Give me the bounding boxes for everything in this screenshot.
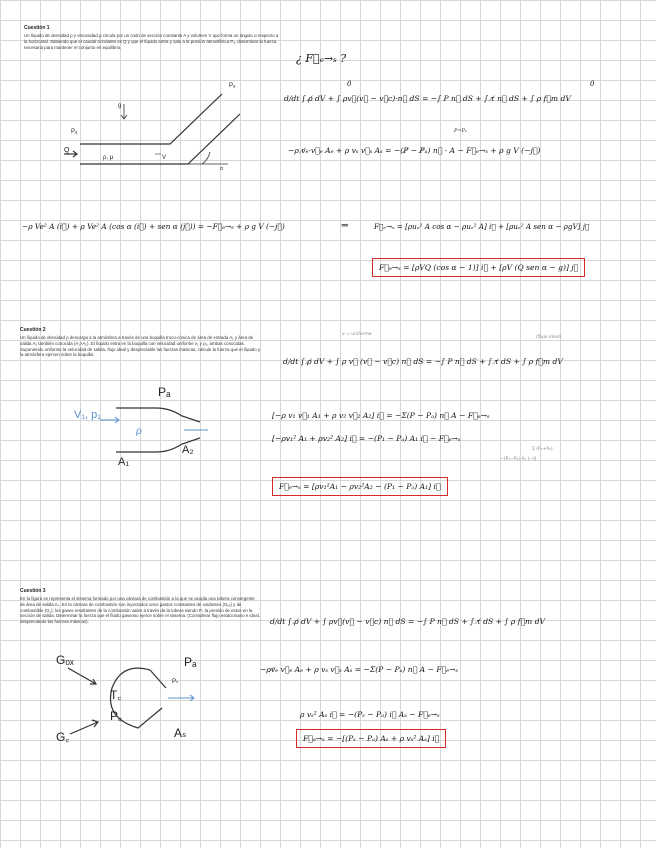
q1-elbow-figure [60, 82, 280, 182]
q1-equation-2: −ρ v̸ₑ·v⃗ₑ Aₑ + ρ vₛ v⃗ₛ Aₛ = −(P̸ − P̸ₐ) n⃗ · A − F⃗ₑ→ₛ + ρ g V (−j⃗) [288, 146, 541, 155]
q1-equation-3b: F⃗ₑ→ₛ = [ρuₑ² A cos α − ρuₑ² A] i⃗ + [ρuₑ² A sen α − ρgV] j⃗ [374, 222, 590, 231]
q3-label-gc: G꜀ [56, 730, 70, 744]
q1-label-pa-top: Pₐ [229, 83, 236, 89]
q2-label-rho: ρ [136, 426, 142, 437]
q2-note-side: −(P₁−Pₐ) A₁ (−i⃗) [500, 457, 537, 462]
q2-label-a2: A₂ [182, 444, 194, 456]
q3-title: Cuestión 3 [20, 588, 46, 594]
q2-statement: Un líquido de densidad ρ descarga a la atmósfera a través de una boquilla troco-cónica de área de entrada A₁ y área de salida A₂ también conocida (A₁>A₂). El líquido entra en la boquilla con velocidad uniforme v₁ y p₁, ambas conocidas. Suponiendo uniforme la velocidad de salida, flujo ideal y despreciable las fuerzas másicas, calcule la fuerza que el líquido y la atmósfera ejercen sobre la boquilla. [20, 335, 261, 358]
q3-label-as: Aₛ [174, 726, 187, 740]
q3-equation-1: d/dt ∫ ρ̸ dV + ∫ ρv⃗(v⃗ − v⃗c) n⃗ dS = −∫ P n⃗ dS + ∫ τ̸ dS + ∫ ρ f⃗m dV [270, 617, 545, 626]
q2-result-box: F⃗ₑ→ₛ = [ρv₁²A₁ − ρv₂²A₂ − (P₁ − Pₐ) A₁] i⃗ [272, 477, 448, 496]
q1-label-g: g [118, 103, 122, 109]
q3-statement: En la figura se representa el sistema formado por una cámara de combustión a la que se acopla una tobera convergente de área de salida Aₛ. En la cámara de combustión son inyectados unos gastos constantes de oxidantes (Gₒₓ) y de combustible (G꜀); los gases resultantes de la combustión salen a través de la tobera siendo Pₛ la presión de estos en la sección de salida. Determinar la fuerza que el fluido gaseoso ejerce sobre el sistema. (Considerar flujo estacionario e ideal, despreciando las fuerzas másicas). [20, 596, 260, 625]
q2-equation-2: [−ρ v₁ v⃗₁ A₁ + ρ v₂ v⃗₂ A₂] i⃗ = −Σ(P − Pₐ) n⃗ A − F⃗ₑ→ₛ [272, 411, 490, 420]
q2-note-sum: Σ (P₁+P₂) [532, 447, 553, 452]
q1-result-box: F⃗ₑ→ₛ = [ρVQ (cos α − 1)] i⃗ + [ρV (Q sen α − g)] j⃗ [372, 258, 585, 277]
q1-zero-b: 0 [590, 80, 595, 88]
q3-label-pc: P꜀ [110, 709, 123, 723]
q1-zero-a: 0 [347, 80, 352, 88]
q3-result-box: F⃗ₑ→ₛ = −[(Pₛ − Pₐ) Aₛ + ρ vₛ² Aₛ] i⃗ [296, 729, 446, 748]
q1-note-p-pa: P=Pₐ [454, 128, 467, 134]
q2-equation-1: d/dt ∫ ρ̸ dV + ∫ ρ v⃗ (v⃗ − v⃗c) n⃗ dS = −∫ P n⃗ dS + ∫ τ̸ dS + ∫ ρ f⃗m dV [283, 357, 563, 366]
q3-label-ps: Pₛ [172, 679, 179, 685]
q1-question: ¿ F⃗ₑ→ₛ ? [296, 52, 347, 65]
q3-label-tc: T꜀ [110, 688, 122, 702]
q1-label-rho-mu: ρ, μ [103, 155, 114, 161]
q2-label-a1: A₁ [118, 456, 130, 468]
q2-title: Cuestión 2 [20, 327, 46, 333]
q1-statement: Un líquido de densidad ρ y viscosidad μ circula por un codo de sección constante A y volumen V que forma un ángulo α respecto a la horizontal. Sabiendo que el caudal circulante es Q y que el líquido entra y sale a la presión atmosférica Pₐ, determinar la fuerza necesaria para mantener el conjunto en equilibrio. [24, 33, 279, 50]
q1-equation-3: −ρ Ve² A (i⃗) + ρ Ve² A (cos α (i⃗) + sen α (j⃗)) = −F⃗ₑ→ₛ + ρ g V (−j⃗) [22, 222, 285, 231]
q1-label-alpha: α [220, 166, 223, 172]
q3-equation-2: −ρv̸ₑ v⃗ₑ Aₑ + ρ vₛ v⃗ₛ Aₛ = −Σ(P − Pₐ) n⃗ A − F⃗ₑ→ₛ [260, 665, 459, 674]
q1-implies-arrow: ⇒ [341, 221, 349, 231]
q2-label-pa: Pₐ [158, 385, 171, 399]
q3-equation-3: ρ vₛ² Aₛ i⃗ = −(Pₛ − Pₐ) i⃗ Aₛ − F⃗ₑ→ₛ [300, 710, 440, 719]
q1-title: Cuestión 1 [24, 25, 50, 31]
q3-label-pa: Pₐ [184, 655, 197, 669]
q1-label-q: Q [64, 147, 70, 154]
q1-label-pa-left: Pₐ [71, 129, 78, 135]
q1-equation-1: d/dt ∫ ρ̸ dV + ∫ ρv⃗(v⃗ − v⃗c)·n⃗ dS = −∫ P n⃗ dS + ∫ τ̸ n⃗ dS + ∫ ρ f⃗m dV [284, 94, 571, 103]
q2-note-ideal: (flujo ideal) [536, 335, 562, 340]
q2-label-v1-p1: V₁, p₁ [74, 409, 101, 421]
q2-note-uniform: v = uniforme [342, 332, 372, 337]
q3-label-gox: Gₒₓ [56, 653, 74, 667]
q1-label-v: V [162, 155, 167, 161]
q2-equation-3: [−ρv₁² A₁ + ρv₂² A₂] i⃗ = −(P₁ − Pₐ) A₁ i⃗ − F⃗ₑ→ₛ [272, 434, 461, 443]
